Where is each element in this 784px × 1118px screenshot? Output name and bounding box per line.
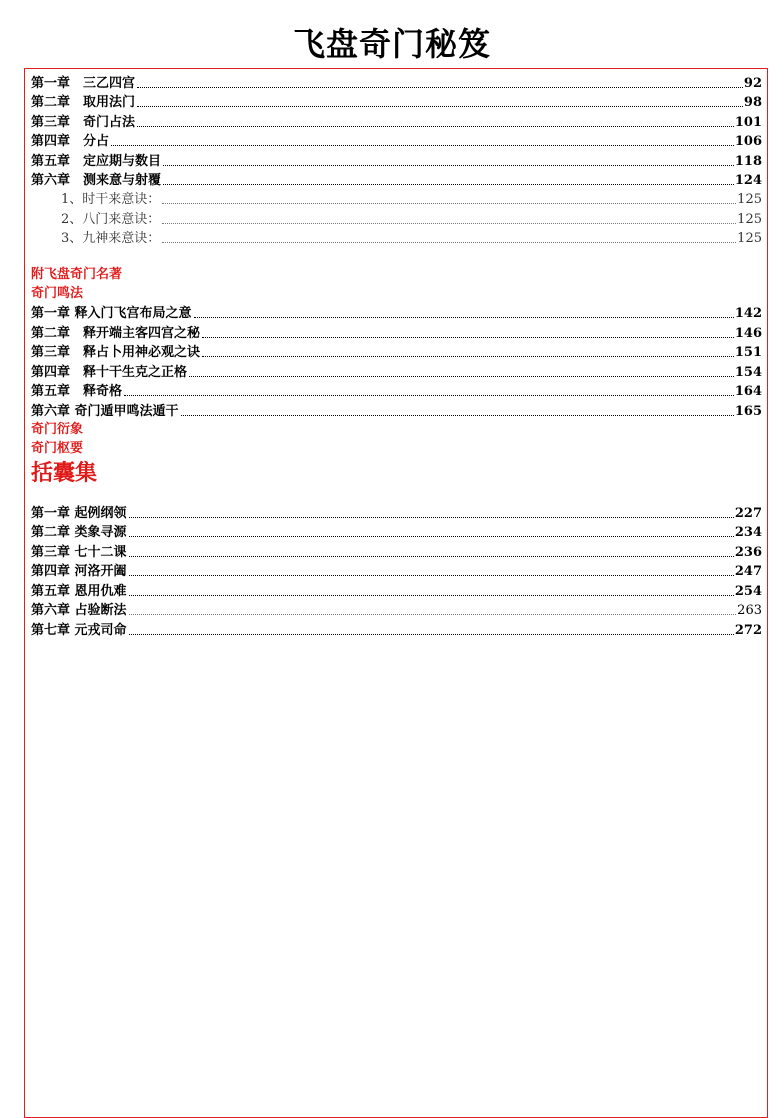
toc-entry-label: 第三章 奇门占法 [31,115,136,130]
leader-dots [202,337,734,338]
leader-dots [181,415,734,416]
leader-dots [162,242,736,243]
toc-entry[interactable] [31,323,762,342]
leader-dots [163,184,734,185]
toc-entry-page: 263 [737,603,762,618]
toc-subentry[interactable] [61,209,762,228]
toc-entry[interactable] [31,401,762,420]
toc-entry-page: 146 [734,326,762,341]
toc-entry-page: 106 [734,134,762,149]
toc-entry[interactable] [31,542,762,561]
toc-entry[interactable] [31,303,762,322]
leader-dots [129,634,734,635]
toc-entry[interactable] [31,73,762,92]
toc-entry-label: 第二章 释开端主客四宫之秘 [31,326,201,341]
toc-entry-label: 第二章 取用法门 [31,95,136,110]
toc-entry-page: 154 [734,365,762,380]
toc-entry-page: 165 [734,404,762,419]
toc-subentry[interactable] [61,189,762,208]
toc-subentry-label: 1、时干来意诀： [61,192,161,207]
toc-entry-label: 第三章 七十二课 [31,545,127,560]
toc-subentry[interactable] [61,228,762,247]
toc-entry[interactable] [31,362,762,381]
leader-dots [124,395,734,396]
toc-subentry-page: 125 [737,231,762,246]
toc-subentry-page: 125 [737,192,762,207]
toc-entry[interactable] [31,92,762,111]
leader-dots [129,614,737,615]
toc-entry-label: 第一章 三乙四宫 [31,76,136,91]
leader-dots [129,536,734,537]
toc-entry-page: 234 [734,525,762,540]
leader-dots [111,145,734,146]
toc-entry-page: 142 [734,306,762,321]
mingfa-heading: 奇门鸣法 [31,286,84,301]
toc-entry-page: 118 [734,154,762,169]
toc-entry[interactable] [31,581,762,600]
leader-dots [137,87,743,88]
leader-dots [129,595,734,596]
leader-dots [202,356,734,357]
toc-entry-label: 第五章 定应期与数目 [31,154,162,169]
leader-dots [162,203,736,204]
toc-entry-page: 101 [734,115,762,130]
toc-entry-label: 第七章 元戎司命 [31,623,127,638]
leader-dots [137,126,734,127]
toc-entry-label: 第六章 测来意与射覆 [31,173,162,188]
toc-entry-page: 272 [734,623,762,638]
toc-entry[interactable] [31,170,762,189]
toc-entry[interactable] [31,112,762,131]
toc-entry[interactable] [31,131,762,150]
toc-entry[interactable] [31,522,762,541]
leader-dots [162,223,736,224]
leader-dots [137,106,743,107]
leader-dots [194,317,734,318]
toc-entry-page: 227 [734,506,762,521]
kuonang-heading: 括囊集 [31,460,98,486]
toc-entry-page: 98 [743,95,762,110]
toc-entry-label: 第一章 起例纲领 [31,506,127,521]
toc-entry-page: 151 [734,345,762,360]
toc-entry-page: 92 [743,76,762,91]
toc-entry[interactable] [31,561,762,580]
toc-entry[interactable] [31,381,762,400]
toc-entry[interactable] [31,503,762,522]
shuyao-heading: 奇门枢要 [31,441,84,456]
toc-entry-page: 247 [734,564,762,579]
leader-dots [129,575,734,576]
leader-dots [163,165,734,166]
toc-entry[interactable] [31,600,762,619]
yanxiang-heading: 奇门衍象 [31,422,84,437]
toc-entry-label: 第三章 释占卜用神必观之诀 [31,345,201,360]
toc-entry-label: 第一章 释入门飞宫布局之意 [31,306,192,321]
toc-entry-label: 第六章 奇门遁甲鸣法遁干 [31,404,179,419]
toc-entry-label: 第二章 类象寻源 [31,525,127,540]
toc-entry[interactable] [31,151,762,170]
toc-entry-label: 第四章 河洛开阖 [31,564,127,579]
leader-dots [189,376,734,377]
toc-subentry-page: 125 [737,212,762,227]
toc-entry-page: 254 [734,584,762,599]
leader-dots [129,556,734,557]
document-title: 飞盘奇门秘笈 [292,25,491,63]
toc-entry[interactable] [31,342,762,361]
toc-entry-label: 第六章 占验断法 [31,603,127,618]
toc-entry[interactable] [31,620,762,639]
toc-entry-label: 第四章 释十干生克之正格 [31,365,188,380]
toc-entry-page: 164 [734,384,762,399]
toc-subentry-label: 2、八门来意诀： [61,212,161,227]
toc-entry-label: 第五章 恩用仇难 [31,584,127,599]
toc-entry-page: 124 [734,173,762,188]
toc-entry-label: 第四章 分占 [31,134,110,149]
toc-entry-page: 236 [734,545,762,560]
appendix-heading: 附飞盘奇门名著 [31,267,123,282]
toc-subentry-label: 3、九神来意诀： [61,231,161,246]
toc-entry-label: 第五章 释奇格 [31,384,123,399]
leader-dots [129,517,734,518]
